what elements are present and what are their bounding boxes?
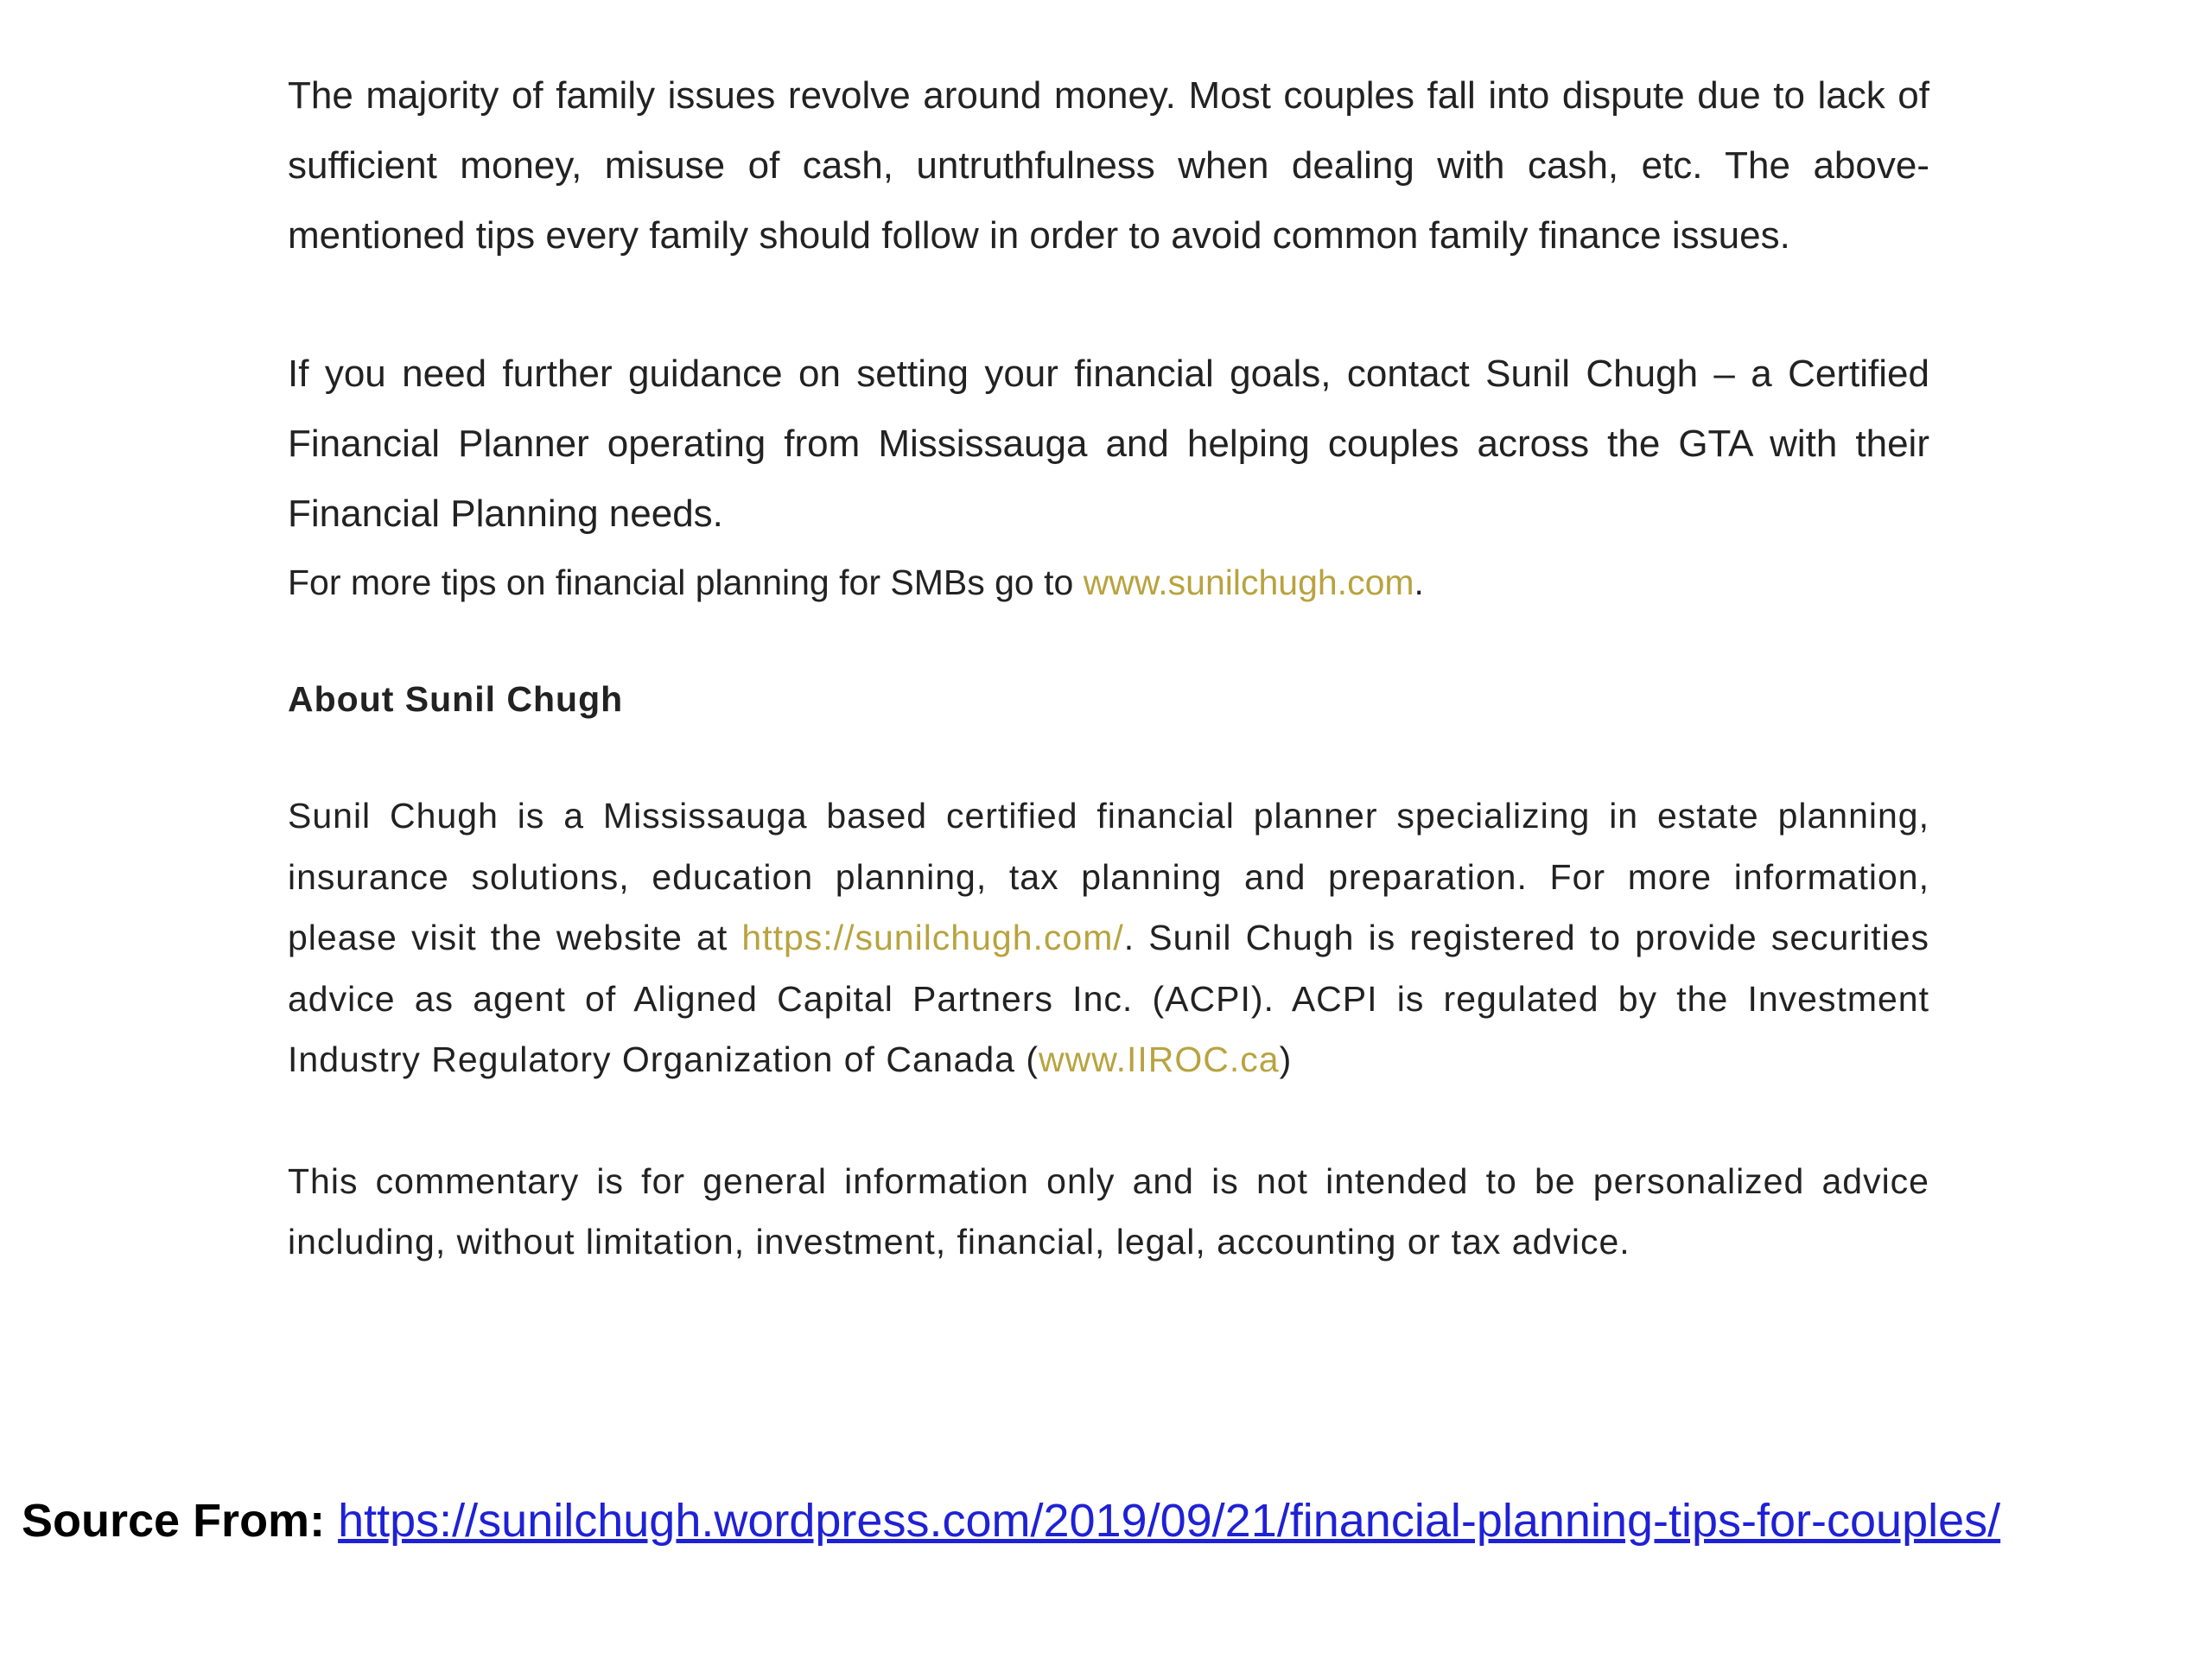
about-text-end: ) — [1279, 1039, 1293, 1079]
about-text-start: Sunil Chugh is a Mississauga based certified financial planner specializing in estate planning, insurance solutions, education planning, tax planning and preparation. For more information, please visit the website at — [288, 796, 1929, 957]
paragraph-disclaimer: This commentary is for general information only and is not intended to be personalized advice including, without limitation, investment, financial, legal, accounting or tax advice. — [288, 1160, 1929, 1262]
source-line — [22, 1486, 2000, 1555]
source-label: Source From: — [22, 1495, 326, 1547]
article-body — [288, 60, 1929, 1273]
source-url-link[interactable]: https://sunilchugh.wordpress.com/2019/09/21/financial-planning-tips-for-couples/ — [338, 1495, 2001, 1547]
iiroc-link[interactable]: www.IIROC.ca — [1039, 1039, 1280, 1079]
about-text-middle: . Sunil Chugh is registered to provide securities advice as agent of Aligned Capital Partners Inc. (ACPI). ACPI is regulated by the Investment Industry Regulatory Organization of Canada ( — [288, 918, 1929, 1079]
about-heading: About Sunil Chugh — [288, 679, 624, 719]
paragraph-about — [288, 785, 1929, 1090]
more-tips-period: . — [1414, 563, 1424, 602]
sunilchugh-com-link[interactable]: www.sunilchugh.com — [1083, 563, 1414, 602]
paragraph-further-guidance: If you need further guidance on setting your financial goals, contact Sunil Chugh – a Certified Financial Planner operating from Mississauga and helping couples across the GTA with their Financial Planning needs. — [288, 353, 1929, 535]
paragraph-family-issues: The majority of family issues revolve around money. Most couples fall into dispute due to lack of sufficient money, misuse of cash, untruthfulness when dealing with cash, etc. The above-mentioned tips every family should follow in order to avoid common family finance issues. — [288, 74, 1929, 257]
more-tips-text: For more tips on financial planning for SMBs go to — [288, 563, 1084, 602]
website-link[interactable]: https://sunilchugh.com/ — [741, 918, 1124, 957]
paragraph-more-tips — [288, 552, 1929, 613]
